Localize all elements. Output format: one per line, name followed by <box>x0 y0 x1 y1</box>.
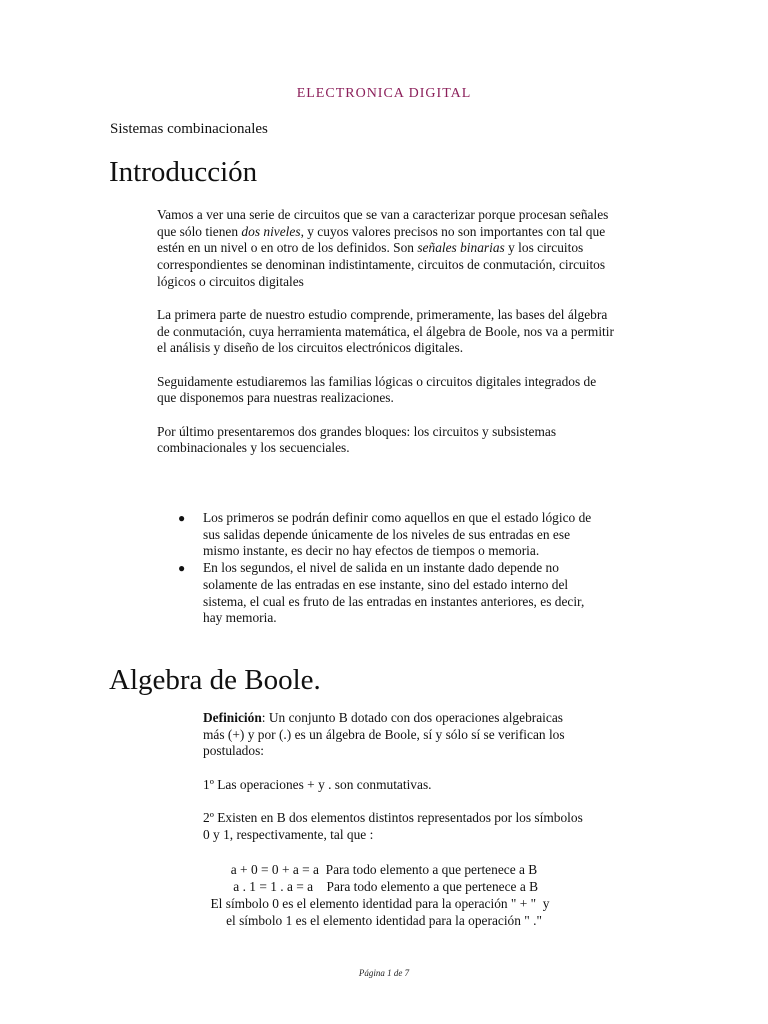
intro-paragraph-1 <box>157 207 615 291</box>
boole-heading: Algebra de Boole. <box>109 664 321 696</box>
section-subtitle: Sistemas combinacionales <box>110 121 268 137</box>
definition-paragraph <box>203 710 583 760</box>
intro-body <box>157 207 615 457</box>
bullet-icon: ● <box>178 511 186 525</box>
intro-p1-text-b: , y cuyos valores precisos no son importantes con tal que estén en un nivel o en otro de los definidos. Son <box>157 223 606 256</box>
intro-p1-text-c: y los circuitos correspondientes se denominan indistintamente, circuitos de conmutación, circuitos lógicos o circuitos digitales <box>157 240 606 289</box>
intro-heading: Introducción <box>109 156 258 188</box>
list-item <box>174 510 594 560</box>
intro-paragraph-2: La primera parte de nuestro estudio comprende, primeramente, las bases del álgebra de conmutación, cuya herramienta matemática, el álgebra de Boole, nos va a permitir el análisis y diseño de los circuitos electrónicos digitales. <box>157 307 614 356</box>
boole-body <box>203 710 583 860</box>
bullet-text-2: En los segundos, el nivel de salida en un instante dado depende no solamente de las entradas en ese instante, sino del estado interno del sistema, el cual es fruto de las entradas en instantes anteriores, es decir, hay memoria. <box>203 560 585 626</box>
definition-label: Definición <box>203 710 262 725</box>
intro-p1-emphasis-1: dos niveles <box>241 223 301 239</box>
postulate-2: 2º Existen en B dos elementos distintos representados por los símbolos 0 y 1, respectivamente, tal que : <box>203 809 583 842</box>
list-item <box>174 560 594 627</box>
formula-line-2: a . 1 = 1 . a = a Para todo elemento a que pertenece a B <box>229 879 539 894</box>
intro-paragraph-3: Seguidamente estudiaremos las familias lógicas o circuitos digitales integrados de que disponemos para nuestras realizaciones. <box>157 373 597 406</box>
postulate-1: 1º Las operaciones + y . son conmutativas. <box>203 776 432 792</box>
definition-text: : Un conjunto B dotado con dos operaciones algebraicas más (+) y por (.) es un álgebra de Boole, sí y sólo sí se verifican los postulados: <box>203 710 565 759</box>
intro-paragraph-4: Por último presentaremos dos grandes bloques: los circuitos y subsistemas combinacionales y los secuenciales. <box>157 423 557 456</box>
formula-line-4: el símbolo 1 es el elemento identidad para la operación " ." <box>226 913 542 928</box>
formula-line-1: a + 0 = 0 + a = a Para todo elemento a que pertenece a B <box>230 862 538 877</box>
header-title: ELECTRONICA DIGITAL <box>296 86 472 101</box>
intro-p1-text-a: Vamos a ver una serie de circuitos que se van a caracterizar porque procesan señales que sólo tienen <box>157 207 609 239</box>
bullet-text-1: Los primeros se podrán definir como aquellos en que el estado lógico de sus salidas depende únicamente de los niveles de sus entradas en ese mismo instante, es decir no hay efectos de tiempos o memoria. <box>203 510 592 559</box>
formula-line-3: El símbolo 0 es el elemento identidad para la operación " + " y <box>210 896 550 911</box>
intro-bullet-list <box>174 510 594 627</box>
bullet-icon: ● <box>178 561 186 576</box>
intro-p1-emphasis-2: señales binarias <box>417 240 505 256</box>
page-number: Página 1 de 7 <box>358 968 410 978</box>
